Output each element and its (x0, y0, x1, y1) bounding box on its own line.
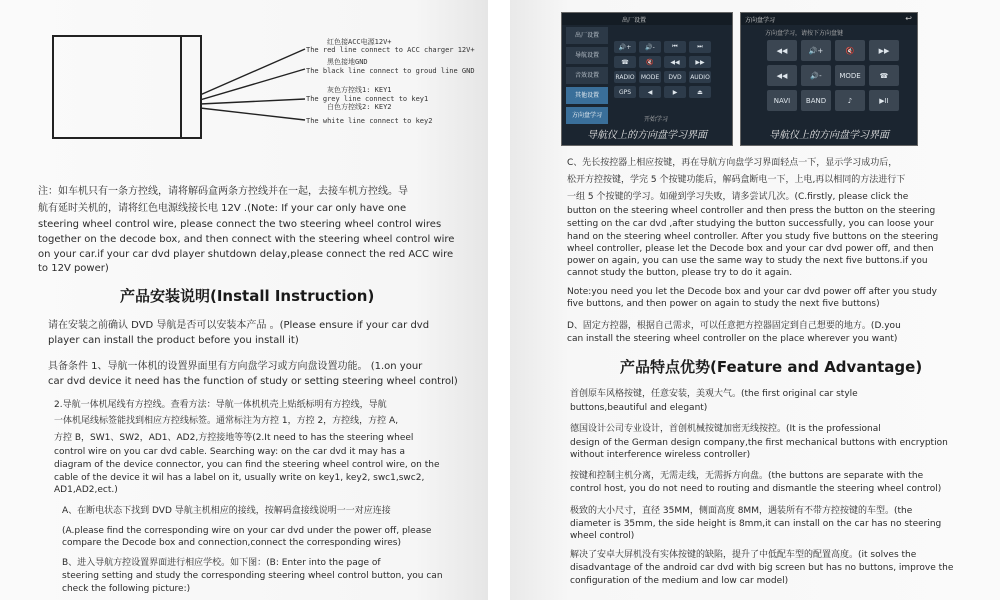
ui-button: 🔇 (639, 56, 661, 68)
paragraph-line: AD1,AD2,ect.) (54, 485, 118, 495)
paragraph-line: player can install the product before you install it) (48, 335, 299, 346)
ui-button: GPS (614, 86, 636, 98)
paragraph-line: 具备条件 1、导航一体机的设置界面里有方向盘学习或方向盘设置功能。 (1.on your (48, 361, 423, 372)
step-d-line: D、固定方控器，根据自己需求，可以任意把方控器固定到自己想要的地方。(D.you (567, 321, 901, 331)
note-line: five buttons, and then power on again to study the next five buttons) (567, 299, 880, 309)
note-line: 注：如车机只有一条方控线，请将解码盒两条方控线并在一起，去接车机方控线。导 (38, 186, 408, 197)
feature-line: 德国设计公司专业设计，首创机械按键加密无线按控。(It is the professional (570, 424, 881, 434)
ui-button: DVD (664, 71, 686, 83)
study-button: ◀◀ (767, 40, 797, 61)
study-button: 🔊+ (801, 40, 831, 61)
step-a-en-line: compare the Decode box and connection,connect the corresponding wires) (62, 538, 401, 548)
ui-button: ⏭ (689, 41, 711, 53)
step-c-line: C、先长按控器上相应按键，再在导航方向盘学习界面轻点一下，显示学习成功后， (567, 158, 898, 168)
sidebar-item: 出厂设置 (566, 27, 608, 44)
ui-button: ▶▶ (689, 56, 711, 68)
study-button: BAND (801, 90, 831, 111)
black-wire-line (200, 69, 305, 100)
study-button: ▶II (869, 90, 899, 111)
paragraph-line: 一体机尾线标签能找到相应方控线标签。通常标注为方控 1，方控 2，方控线，方控 A, (54, 416, 399, 426)
white-wire-label-en: The white line connect to key2 (306, 117, 433, 125)
steering-study-screenshot (740, 12, 918, 146)
step-b-line: steering setting and study the corresponding steering wheel control button, you can (62, 571, 443, 581)
step-c-line: setting on the car dvd ,after studying the button successfully, you can loose your (567, 219, 934, 229)
white-wire-label-cn: 白色方控线2: KEY2 (327, 103, 392, 111)
right-page (510, 0, 1000, 600)
red-wire-label-cn: 红色接ACC电源12V+ (327, 38, 392, 46)
gray-wire-line (200, 99, 305, 104)
feature-line: configuration of the medium and low car model) (570, 576, 789, 586)
sidebar-item: 其他设置 (566, 87, 608, 104)
red-wire-line (200, 49, 305, 95)
feature-line: 解决了安卓大屏机没有实体按键的缺陷，提升了中低配车型的配置高度。(it solves the (570, 550, 917, 560)
feature-line: diameter is 35mm, the side height is 8mm,it can install on the car has no steering (570, 519, 942, 529)
paragraph-line: 方控 B，SW1、SW2，AD1、AD2,方控接地等等(2.It need to has the steering wheel (54, 433, 414, 443)
step-a-cn: A、在断电状态下找到 DVD 导航主机相应的接线，按解码盒接线说明一一对应连接 (62, 506, 391, 516)
study-button: ▶▶ (869, 40, 899, 61)
back-icon: ↩ (905, 14, 912, 23)
black-wire-label-cn: 黑色接地GND (327, 58, 368, 66)
study-button: ☎ (869, 65, 899, 86)
ui-button: AUDIO (689, 71, 711, 83)
page-gutter (488, 0, 510, 600)
screenshot-title: 方向盘学习 (745, 17, 776, 24)
note-line: steering wheel control wire, please connect the two steering wheel control wires (38, 219, 442, 230)
screenshot-sidebar (566, 27, 608, 127)
step-c-line: power on again, you can use the same way to study the next five buttons.if you (567, 256, 928, 266)
step-d-line: can install the steering wheel controller on the place wherever you want) (567, 334, 898, 344)
feature-line: 首创原车风格按键，任意安装，美观大气。(the first original car style (570, 389, 858, 399)
study-button: NAVI (767, 90, 797, 111)
paragraph-line: control wire on you car dvd cable. Searching way: on the car dvd it may has a (54, 447, 405, 457)
step-c-line: cannot study the button, please try to do it again. (567, 268, 793, 278)
step-c-line: 松开方控按键，学完 5 个按键功能后，解码盒断电一下，上电,再以相同的方法进行下 (567, 175, 906, 185)
study-button: 🔊- (801, 65, 831, 86)
start-study-label: 开始学习 (644, 116, 669, 123)
feature-line: 按键和控制主机分离，无需走线，无需拆方向盘。(the buttons are separate with the (570, 471, 924, 481)
note-line: on your car.if your car dvd player shutdown delay,please connect the red ACC wire (38, 249, 454, 260)
note-line: together on the decode box, and then connect with the steering wheel control wire (38, 234, 455, 245)
white-wire-line (200, 108, 305, 120)
ui-button: ▶ (664, 86, 686, 98)
ui-button: ⏮ (664, 41, 686, 53)
gray-wire-label-en: The grey line connect to key1 (306, 95, 429, 103)
decode-box-diagram (52, 35, 202, 139)
sidebar-item: 音效设置 (566, 67, 608, 84)
red-wire-label-en: The red line connect to ACC charger 12V+ (306, 46, 475, 54)
ui-button: ◀ (639, 86, 661, 98)
feature-line: control host, you do not need to routing and dismantle the steering wheel control) (570, 484, 942, 494)
ui-button: 🔊- (639, 41, 661, 53)
note-line: to 12V power) (38, 263, 109, 274)
feature-line: design of the German design company,the first mechanical buttons with encryption (570, 438, 948, 448)
decode-box-divider (180, 35, 182, 139)
ui-button: MODE (639, 71, 661, 83)
ui-button: 🔊+ (614, 41, 636, 53)
left-page (0, 0, 488, 600)
ui-button: RADIO (614, 71, 636, 83)
step-b-line: B、进入导航方控设置界面进行相应学校。如下图：(B: Enter into the page of (62, 558, 381, 568)
study-button: ♪ (835, 90, 865, 111)
ui-button: ◀◀ (664, 56, 686, 68)
paragraph-line: 2.导航一体机尾线有方控线。查看方法：导航一体机机壳上贴纸标明有方控线，导航 (54, 400, 387, 410)
gray-wire-label-cn: 灰色方控线1: KEY1 (327, 86, 392, 94)
step-c-line: button on the steering wheel controller and then press the button on the steering (567, 206, 936, 216)
feature-line: wheel control) (570, 531, 635, 541)
study-button: ◀◀ (767, 65, 797, 86)
feature-line: 极致的大小尺寸，直径 35MM，侧面高度 8MM，遇装所有不带方控按键的车型。(the (570, 506, 913, 516)
step-c-line: hand on the steering wheel controller. After you study five buttons on the steering (567, 232, 939, 242)
paragraph-line: 请在安装之前确认 DVD 导航是否可以安装本产品 。(Please ensure if your car dvd (48, 320, 430, 331)
screenshot-caption: 导航仪上的方向盘学习界面 (587, 130, 707, 141)
install-instruction-heading: 产品安装说明(Install Instruction) (120, 287, 375, 305)
study-button-grid (767, 40, 899, 111)
sidebar-item-steering-study: 方向盘学习 (566, 107, 608, 124)
steering-setting-screenshot (561, 12, 733, 146)
step-a-en-line: (A.please find the corresponding wire on your car dvd under the power off, please (62, 526, 432, 536)
feature-line: disadvantage of the android car dvd with big screen but has no buttons, improve the (570, 563, 954, 573)
feature-heading: 产品特点优势(Feature and Advantage) (620, 358, 923, 376)
step-c-line: wheel controller, please let the Decode box and your car dvd power off, and then (567, 244, 934, 254)
step-c-line: 一组 5 个按键的学习。如碰到学习失败，请多尝试几次。(C.firstly, please click the (567, 192, 909, 202)
study-hint: 方向盘学习，请按下方向盘键 (765, 30, 844, 37)
paragraph-line: car dvd device it need has the function of study or setting steering wheel control) (48, 376, 458, 387)
screenshot-caption: 导航仪上的方向盘学习界面 (769, 130, 889, 141)
black-wire-label-en: The black line connect to groud line GND (306, 67, 475, 75)
study-button: MODE (835, 65, 865, 86)
paragraph-line: cable of the device it wil has a label on it, usually write on key1, key2, swc1,swc2, (54, 473, 425, 483)
sidebar-item: 导航设置 (566, 47, 608, 64)
study-button: 🔇 (835, 40, 865, 61)
ui-button: ☎ (614, 56, 636, 68)
step-b-line: check the following picture:) (62, 584, 191, 594)
note-line: 航有延时关机的，请将红色电源线接长电 12V .(Note: If your car only have one (38, 203, 407, 214)
ui-button: ⏏ (689, 86, 711, 98)
paragraph-line: diagram of the device connector, you can find the steering wheel control wire, on the (54, 460, 440, 470)
screenshot-title: 出厂设置 (622, 17, 647, 24)
feature-line: buttons,beautiful and elegant) (570, 403, 708, 413)
note-line: Note:you need you let the Decode box and your car dvd power off after you study (567, 287, 937, 297)
feature-line: without interference wireless controller) (570, 450, 751, 460)
screenshot-button-grid (614, 41, 711, 98)
screenshot-status-bar (562, 13, 732, 25)
